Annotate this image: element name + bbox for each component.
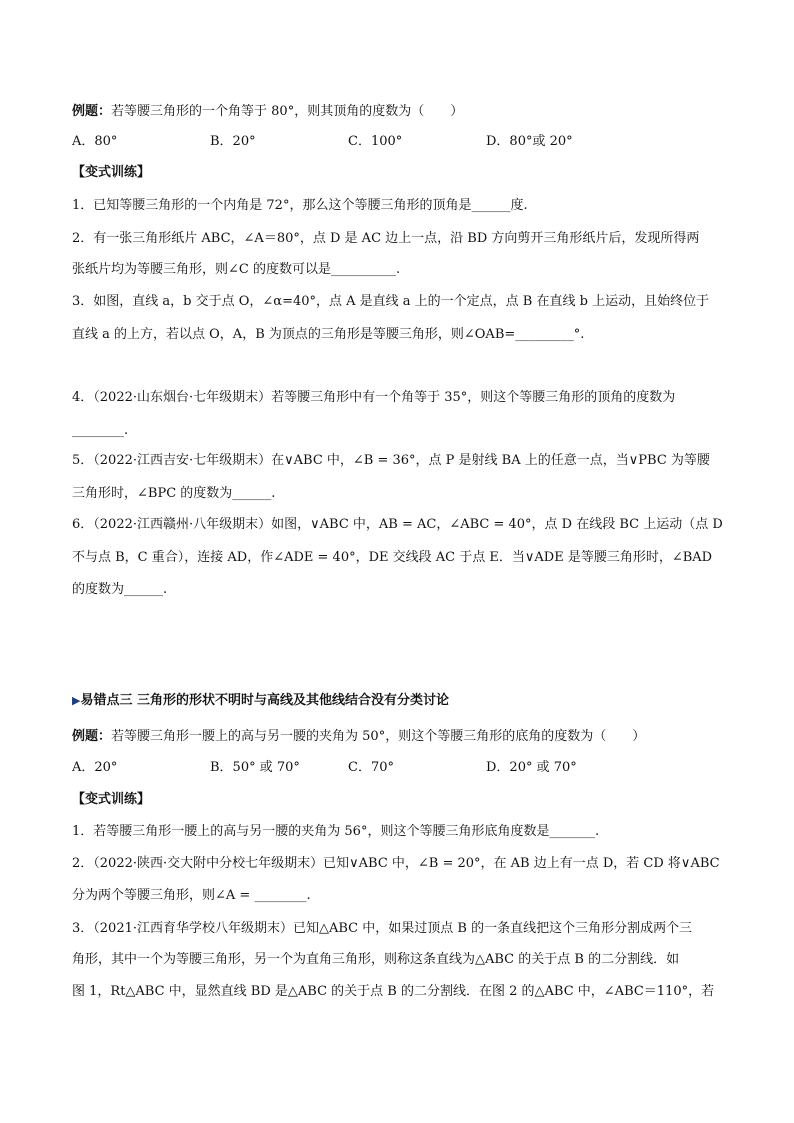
section-marker-icon: ▶ — [72, 694, 81, 707]
question-1: 1．已知等腰三角形的一个内角是 72°，那么这个等腰三角形的顶角是______度. — [72, 198, 528, 213]
question-6-line-1: 6．（2022·江西赣州·八年级期末）如图，∨ABC 中，AB = AC，∠ABC = 40°，点 D 在线段 BC 上运动（点 D — [72, 517, 723, 532]
example-label: 例题： — [72, 104, 112, 119]
question-4-line-2: ________. — [72, 423, 129, 438]
example-2-options — [72, 759, 754, 777]
practice-heading: 【变式训练】 — [72, 165, 151, 180]
option-c: C．70° — [348, 760, 394, 775]
question-6-line-2: 不与点 B，C 重合），连接 AD，作∠ADE = 40°，DE 交线段 AC 于点 E．当∨ADE 是等腰三角形时，∠BAD — [72, 550, 713, 565]
example-text: 若等腰三角形一腰上的高与另一腰的夹角为 50°，则这个等腰三角形的底角的度数为（ ） — [111, 729, 646, 744]
option-d: D．80°或 20° — [486, 134, 573, 149]
s2-question-2-line-1: 2．（2022·陕西·交大附中分校七年级期末）已知∨ABC 中，∠B = 20°，在 AB 边上有一点 D，若 CD 将∨ABC — [72, 856, 720, 871]
question-3-line-2: 直线 a 的上方，若以点 O，A，B 为顶点的三角形是等腰三角形，则∠OAB=_________°. — [72, 327, 585, 342]
example-1-options — [72, 133, 754, 151]
section-title — [72, 692, 754, 710]
question-5-line-1: 5．（2022·江西吉安·七年级期末）在∨ABC 中，∠B = 36°，点 P 是射线 BA 上的任意一点，当∨PBC 为等腰 — [72, 453, 710, 468]
question-6-line-3: 的度数为______. — [72, 582, 168, 597]
question-3-line-1: 3．如图，直线 a，b 交于点 O，∠α=40°，点 A 是直线 a 上的一个定点，点 B 在直线 b 上运动，且始终位于 — [72, 294, 710, 309]
example-1 — [72, 103, 754, 121]
s2-question-1: 1．若等腰三角形一腰上的高与另一腰的夹角为 56°，则这个等腰三角形底角度数是_______. — [72, 824, 600, 839]
option-a: A．20° — [72, 760, 118, 775]
s2-question-3-line-3: 图 1，Rt△ABC 中，显然直线 BD 是△ABC 的关于点 B 的二分割线．在图 2 的△ABC 中，∠ABC＝110°，若 — [72, 984, 715, 999]
option-a: A．80° — [72, 134, 118, 149]
option-b: B．20° — [210, 134, 256, 149]
example-2 — [72, 728, 754, 746]
question-4-line-1: 4．（2022·山东烟台·七年级期末）若等腰三角形中有一个角等于 35°，则这个等腰三角形的顶角的度数为 — [72, 390, 676, 405]
option-b: B．50° 或 70° — [210, 760, 300, 775]
question-2-line-2: 张纸片均为等腰三角形，则∠C 的度数可以是__________. — [72, 262, 401, 277]
s2-question-3-line-1: 3．（2021·江西育华学校八年级期末）已知△ABC 中，如果过顶点 B 的一条直线把这个三角形分割成两个三 — [72, 921, 693, 936]
example-text: 若等腰三角形的一个角等于 80°，则其顶角的度数为（ ） — [111, 104, 464, 119]
option-d: D．20° 或 70° — [486, 760, 577, 775]
question-2-line-1: 2．有一张三角形纸片 ABC，∠A＝80°，点 D 是 AC 边上一点，沿 BD 方向剪开三角形纸片后，发现所得两 — [72, 231, 700, 246]
section-title-text: 易错点三 三角形的形状不明时与高线及其他线结合没有分类讨论 — [80, 693, 449, 708]
option-c: C．100° — [348, 134, 403, 149]
question-5-line-2: 三角形时，∠BPC 的度数为______. — [72, 486, 276, 501]
s2-question-2-line-2: 分为两个等腰三角形，则∠A = ________. — [72, 888, 311, 903]
s2-question-3-line-2: 角形，其中一个为等腰三角形，另一个为直角三角形，则称这条直线为△ABC 的关于点 B 的二分割线．如 — [72, 952, 680, 967]
practice-heading-2: 【变式训练】 — [72, 792, 151, 807]
example-label: 例题： — [72, 729, 112, 744]
